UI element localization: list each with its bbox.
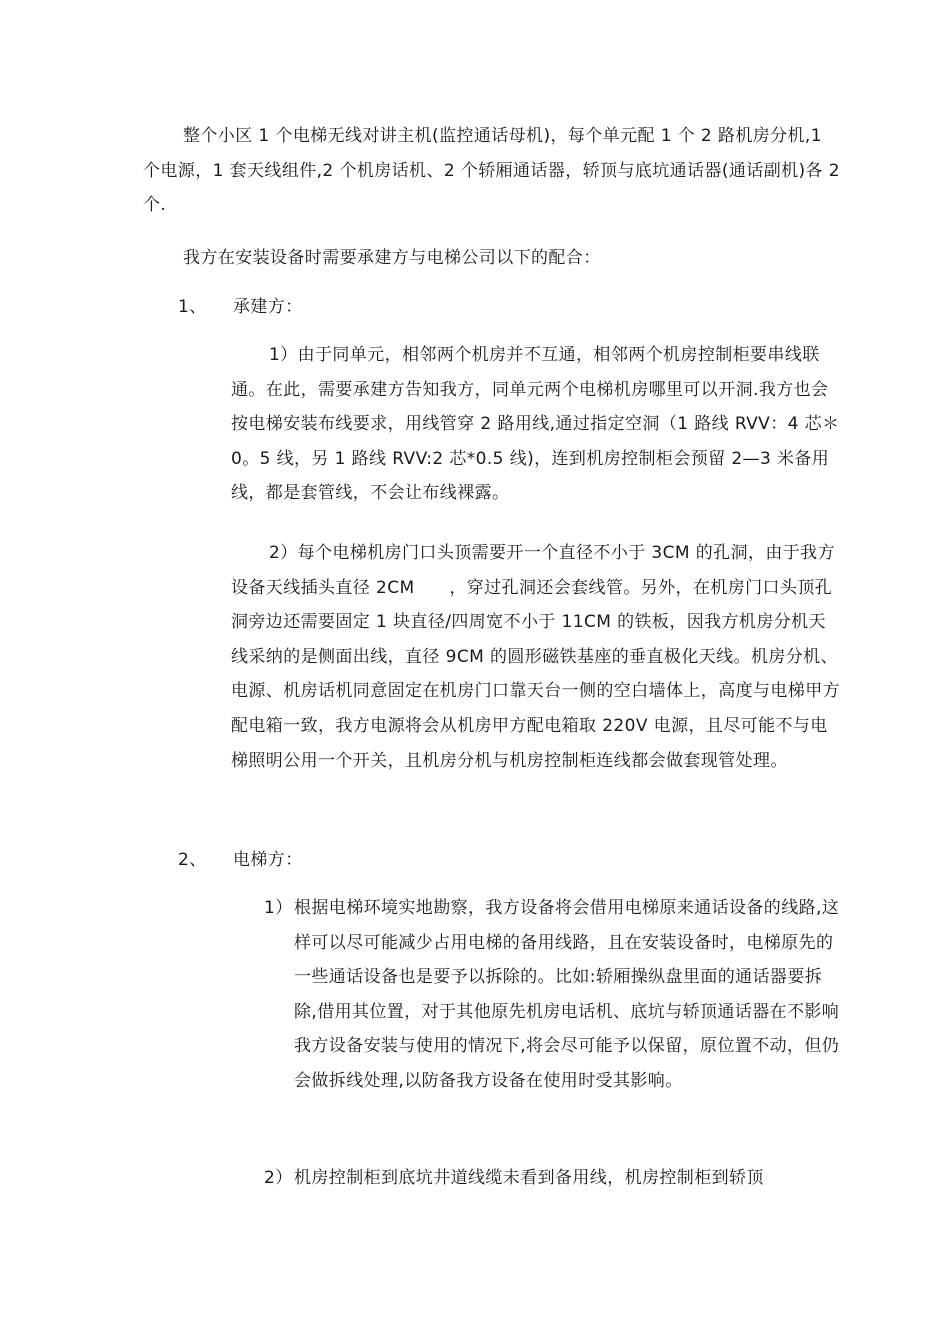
section-1-heading: [178, 290, 303, 325]
section-2-item-1-text: 根据电梯环境实地勘察，我方设备将会借用电梯原来通话设备的线路,这样可以尽可能减少占用电梯的备用线路，且在安装设备时，电梯原先的一些通话设备也是要予以拆除的。比如:轿厢操纵盘里面的通话器要拆除,借用其位置，对于其他原先机房电话机、底坑与轿顶通话器在不影响我方设备安装与使用的情况下,将会尽可能予以保留，原位置不动，但仍会做拆线处理,以防备我方设备在使用时受其影响。: [294, 898, 840, 1091]
section-1-item-1: 1）由于同单元，相邻两个机房并不互通，相邻两个机房控制柜要串线联通。在此，需要承建方告知我方，同单元两个电梯机房哪里可以开洞.我方也会按电梯安装布线要求，用线管穿 2 路用线,通过指定空洞（1 路线 RVV：4 芯＊0。5 线，另 1 路线 RVV:2 芯*0.5 线)，连到机房控制柜会预留 2—3 米备用线，都是套管线，不会让布线裸露。: [231, 345, 840, 504]
section-1-number: 1、: [178, 297, 207, 317]
section-1-item-2: 2）每个电梯机房门口头顶需要开一个直径不小于 3CM 的孔洞，由于我方设备天线插头直径 2CM ，穿过孔洞还会套线管。另外，在机房门口头顶孔洞旁边还需要固定 1 块直径/四周宽不小于 11CM 的铁板，因我方机房分机天线采纳的是侧面出线，直径 9CM 的圆形磁铁基座的垂直极化天线。机房分机、电源、机房话机同意固定在机房门口靠天台一侧的空白墙体上，高度与电梯甲方配电箱一致，我方电源将会从机房甲方配电箱取 220V 电源，且尽可能不与电梯照明公用一个开关，且机房分机与机房控制柜连线都会做套现管处理。: [231, 543, 840, 771]
section-2-item-1: [264, 891, 843, 1099]
section-2-item-2-number: 2）: [264, 1168, 293, 1188]
section-2-item-2: [264, 1161, 843, 1196]
intro-paragraph-1: 整个小区 1 个电梯无线对讲主机(监控通话母机)，每个单元配 1 个 2 路机房分机,1 个电源，1 套天线组件,2 个机房话机、2 个轿厢通话器，轿顶与底坑通话器(通话副机)各 2 个.: [143, 126, 840, 216]
intro-paragraph-2: 我方在安装设备时需要承建方与电梯公司以下的配合：: [183, 248, 601, 268]
section-1-title: 承建方：: [233, 297, 303, 317]
section-2-item-1-number: 1）: [264, 898, 293, 918]
section-2-item-2-text: 机房控制柜到底坑井道线缆未看到备用线，机房控制柜到轿顶: [294, 1168, 764, 1188]
section-2-number: 2、: [178, 850, 207, 870]
section-2-heading: [178, 843, 303, 878]
section-2-title: 电梯方：: [233, 850, 303, 870]
